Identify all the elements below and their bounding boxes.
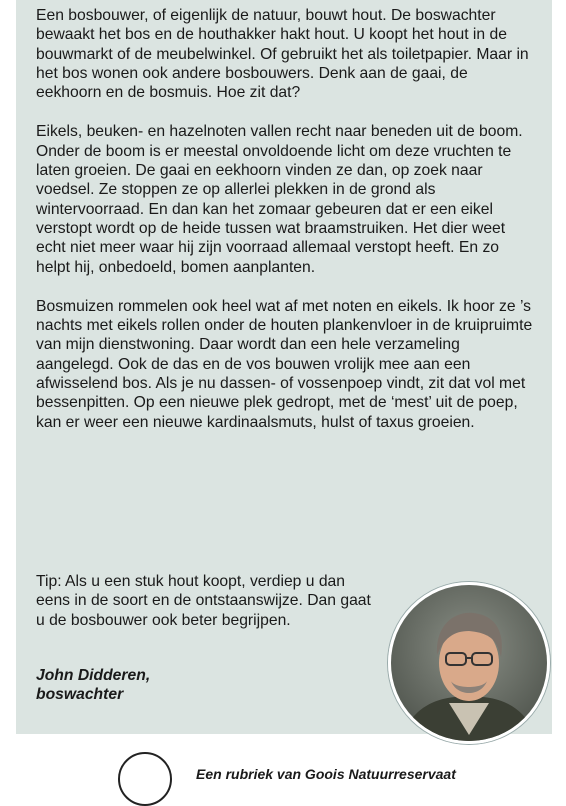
- author-photo: [388, 582, 550, 744]
- author-signature: [36, 666, 150, 705]
- paragraph-2: Eikels, beuken- en hazelnoten vallen recht naar beneden uit de boom. Onder de boom is er meestal onvoldoende licht om deze vruchten te laten groeien. De gaai en eekhoorn vinden ze dan, op zoek naar voedsel. Ze stoppen ze op allerlei plekken in de grond als wintervoorraad. En dan kan het zomaar gebeuren dat er een eikel verstopt wordt op de heide tussen wat braamstruiken. Het dier weet echt niet meer waar hij zijn voorraad allemaal verstopt heeft. En zo helpt hij, onbedoeld, bomen aanplanten.: [36, 123, 523, 276]
- tip-paragraph: Tip: Als u een stuk hout koopt, verdiep u dan eens in de soort en de ontstaanswijze. Dan gaat u de bosbouwer ook beter begrijpen.: [36, 573, 371, 629]
- portrait-illustration: [391, 585, 547, 741]
- author-role: boswachter: [36, 686, 124, 704]
- paragraph-1: Een bosbouwer, of eigenlijk de natuur, bouwt hout. De boswachter bewaakt het bos en de houthakker hakt hout. U koopt het hout in de bouwmarkt of de meubelwinkel. Of gebruikt het als toiletpapier. Maar in het bos wonen ook andere bosbouwers. Denk aan de gaai, de eekhoorn en de bosmuis. Hoe zit dat?: [36, 7, 529, 102]
- footer-logo: [118, 752, 172, 806]
- author-name: John Didderen,: [36, 667, 151, 684]
- paragraph-3: Bosmuizen rommelen ook heel wat af met noten en eikels. Ik hoor ze ’s nachts met eikels rollen onder de houten plankenvloer in de kruipruimte van mijn dienstwoning. Daar wordt dan een hele verzameling aangelegd. Ook de das en de vos bouwen vrolijk mee aan een afwisselend bos. Als je nu dassen- of vossenpoep vindt, zit dat vol met bessenpitten. Op een nieuwe plek gedropt, met de ‘mest’ uit de poep, kan er weer een nieuwe kardinaalsmuts, hulst of taxus groeien.: [36, 297, 533, 431]
- article-body: [36, 6, 536, 432]
- footer-credit: Een rubriek van Goois Natuurreservaat: [196, 766, 456, 782]
